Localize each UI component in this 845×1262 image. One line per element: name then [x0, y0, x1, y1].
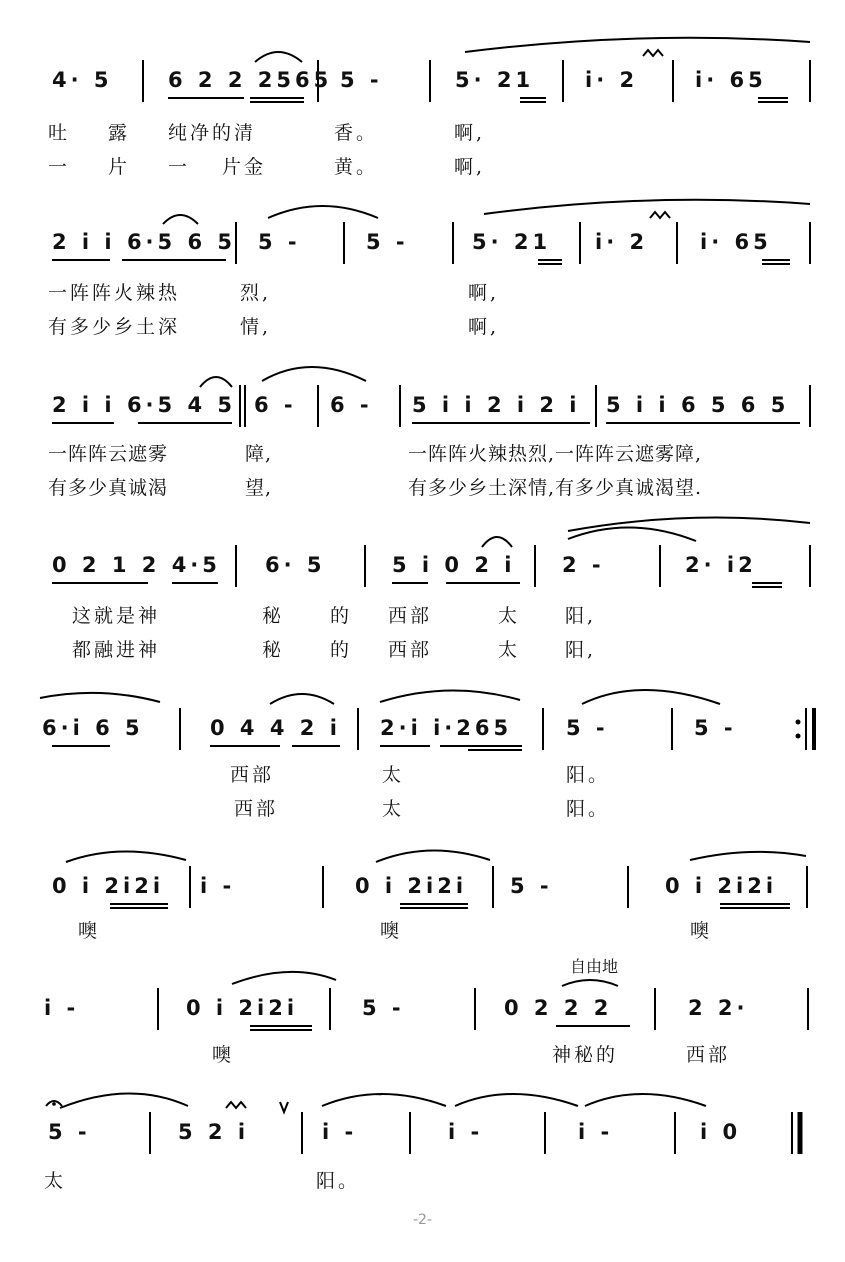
- measure: 5 -: [366, 230, 409, 254]
- measure: i 0: [700, 1120, 742, 1144]
- measure: 0 i 2i2i: [186, 996, 299, 1020]
- slur: [465, 38, 810, 52]
- measure: 5 i 0 2 i: [392, 553, 516, 577]
- lyric-line-1: 一阵阵火辣热 烈, 啊,: [48, 282, 500, 304]
- measure: 2 i i 6·5 4 5: [52, 393, 236, 417]
- measure: 5 -: [362, 996, 405, 1020]
- measure: 2 2·: [688, 996, 749, 1020]
- measure: 5 i i 2 i 2 i: [412, 393, 581, 417]
- fermata-dot: [52, 1102, 56, 1106]
- lyric-line-2: 有多少乡土深 情, 啊,: [48, 316, 500, 338]
- measure: i· 2: [585, 68, 639, 92]
- measure: i· 65: [695, 68, 767, 92]
- measure: 2· i2: [685, 553, 757, 577]
- measure: 2 -: [562, 553, 605, 577]
- measure: 5 -: [48, 1120, 91, 1144]
- measure: 5 -: [340, 68, 383, 92]
- measure: 6 -: [254, 393, 297, 417]
- measure: i -: [448, 1120, 484, 1144]
- measure: 6 2 2 2565: [168, 68, 333, 92]
- music-system-8: [0, 1112, 845, 1262]
- tempo-direction: 自由地: [570, 957, 619, 976]
- lyric-line-1: 西部 太 阳。: [230, 764, 611, 786]
- music-system-4: [0, 545, 845, 695]
- measure: 6 -: [330, 393, 373, 417]
- measure: 5 -: [258, 230, 301, 254]
- lyric-line-1: 一阵阵云遮雾 障, 一阵阵火辣热烈,一阵阵云遮雾障,: [48, 443, 703, 465]
- measure: 5 -: [566, 716, 609, 740]
- measure: 2 i i 6·5 6 5: [52, 230, 236, 254]
- music-system-1: [0, 60, 845, 210]
- measure: 6· 5: [265, 553, 326, 577]
- measure: 0 i 2i2i: [355, 874, 468, 898]
- measure: 0 i 2i2i: [665, 874, 778, 898]
- lyric-line-1: 噢 噢 噢: [78, 920, 713, 942]
- page-number: -2-: [412, 1212, 432, 1228]
- lyric-line-2: 都融进神 秘 的 西部 太 阳,: [72, 639, 597, 661]
- lyric-line-1: 吐 露 纯净的清 香。 啊,: [48, 122, 486, 144]
- lyric-line-1: 太 阳。: [44, 1170, 361, 1192]
- music-system-5: [0, 708, 845, 858]
- lyric-line-2: 西部 太 阳。: [234, 798, 611, 820]
- measure: 0 2 1 2 4·5: [52, 553, 221, 577]
- measure: i· 65: [700, 230, 772, 254]
- measure: 5· 21: [455, 68, 535, 92]
- lyric-line-1: 这就是神 秘 的 西部 太 阳,: [72, 605, 597, 627]
- measure: 0 2 2 2: [504, 996, 613, 1020]
- measure: 5 2 i: [178, 1120, 250, 1144]
- music-system-2: [0, 222, 845, 372]
- measure: 0 4 4 2 i: [210, 716, 341, 740]
- measure: 4· 5: [52, 68, 113, 92]
- measure: i -: [578, 1120, 614, 1144]
- measure: 5 -: [694, 716, 737, 740]
- slur: [270, 694, 334, 704]
- measure: i· 2: [595, 230, 649, 254]
- measure: i -: [200, 874, 236, 898]
- measure: 5 i i 6 5 6 5: [606, 393, 790, 417]
- trill-mark: [650, 212, 670, 218]
- measure: 6·i 6 5: [42, 716, 144, 740]
- measure: 5· 21: [472, 230, 552, 254]
- measure: 5 -: [510, 874, 553, 898]
- music-system-3: [0, 385, 845, 535]
- lyric-line-2: 一 片 一 片金 黄。 啊,: [48, 156, 486, 178]
- lyric-line-2: 有多少真诚渴 望, 有多少乡土深情,有多少真诚渴望.: [48, 477, 703, 499]
- lyric-line-1: 噢 神秘的 西部: [212, 1044, 731, 1066]
- measure: 2·i i·265: [380, 716, 513, 740]
- measure: i -: [44, 996, 80, 1020]
- measure: i -: [322, 1120, 358, 1144]
- measure: 0 i 2i2i: [52, 874, 165, 898]
- trill-mark: [643, 50, 663, 56]
